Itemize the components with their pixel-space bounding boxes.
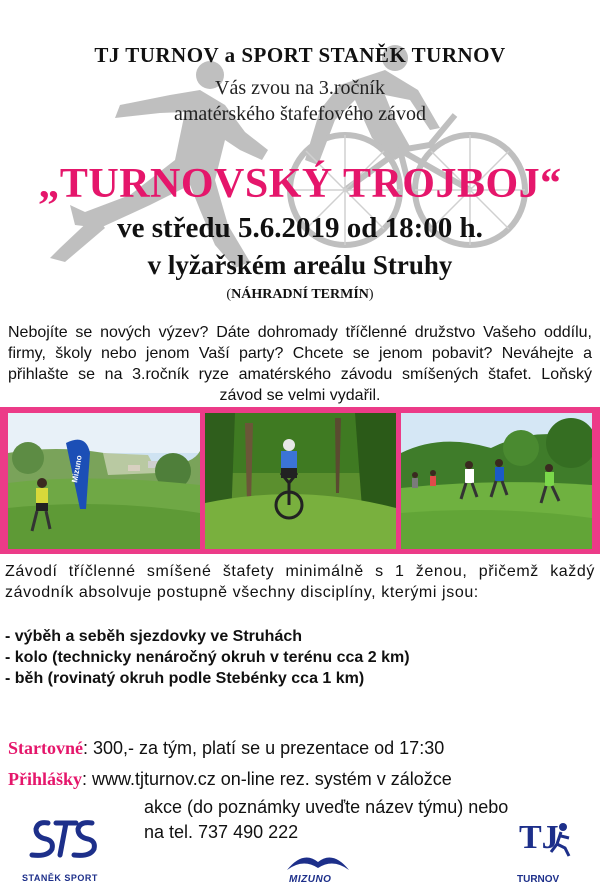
note-open: ( (226, 287, 232, 302)
event-title: „TURNOVSKÝ TROJBOJ“ (38, 161, 562, 207)
registration-text-line-2: akce (do poznámky uveďte název týmu) nebo (144, 797, 509, 817)
invitation-line-1: Vás zvou na 3.ročník (215, 77, 385, 99)
entry-fee-label: Startovné (8, 738, 83, 758)
note-bold-text: NÁHRADNÍ TERMÍN (231, 287, 369, 302)
registration-text: : www.tjturnov.cz on-line rez. systém v záložce (82, 769, 452, 789)
invitation-line-2: amatérského štafefového závod (173, 103, 427, 125)
event-date: ve středu 5.6.2019 od 18:00 h. (117, 212, 483, 244)
photo-runner-flag (8, 413, 200, 549)
note-close: ) (368, 287, 374, 302)
registration-phone: na tel. 737 490 222 (144, 822, 299, 842)
event-venue: v lyžařském areálu Struhy (147, 250, 453, 280)
flag-text: Mizuno (70, 454, 84, 484)
entry-fee-line (8, 737, 593, 759)
registration-line (8, 768, 593, 790)
discipline-item: - výběh a seběh sjezdovky ve Struhách (5, 628, 303, 645)
discipline-item: - kolo (technicky nenáročný okruh v terénu cca 2 km) (5, 649, 410, 666)
rules-description: Závodí tříčlenné smíšené štafety minimálně s 1 ženou, přičemž každý závodník absolvuje postupně všechny disciplíny, kterými jsou: (5, 563, 595, 601)
disciplines-list (5, 626, 595, 689)
entry-fee-text: : 300,- za tým, platí se u prezentace od 17:30 (83, 738, 445, 758)
tj-mark: TJ (519, 819, 559, 856)
mizuno-logo (283, 848, 353, 888)
photo-group-start (401, 413, 592, 549)
tj-turnov-logo (515, 818, 575, 888)
registration-label: Přihlášky (8, 769, 83, 789)
discipline-item: - běh (rovinatý okruh podle Stebénky cca 1 km) (5, 670, 365, 687)
tj-logo-text: TURNOV (517, 874, 560, 885)
photo-cyclist (205, 413, 396, 549)
replacement-date-note (0, 287, 600, 303)
mizuno-logo-text: MIZUNO (289, 874, 332, 885)
organizers-heading: TJ TURNOV a SPORT STANĚK TURNOV (94, 43, 506, 67)
stanek-logo-text: STANĚK SPORT (22, 873, 98, 883)
stanek-sport-logo (18, 815, 103, 887)
intro-paragraph: Nebojíte se nových výzev? Dáte dohromady tříčlenné družstvo Vašeho oddílu, firmy, školy nebo jenom Vaší party? Chcete se jenom pobavit? Neváhejte a přihlašte se na 3.ročník ryze amatérského závodu smíšených štafet. Loňský závod se velmi vydařil. (8, 324, 592, 404)
